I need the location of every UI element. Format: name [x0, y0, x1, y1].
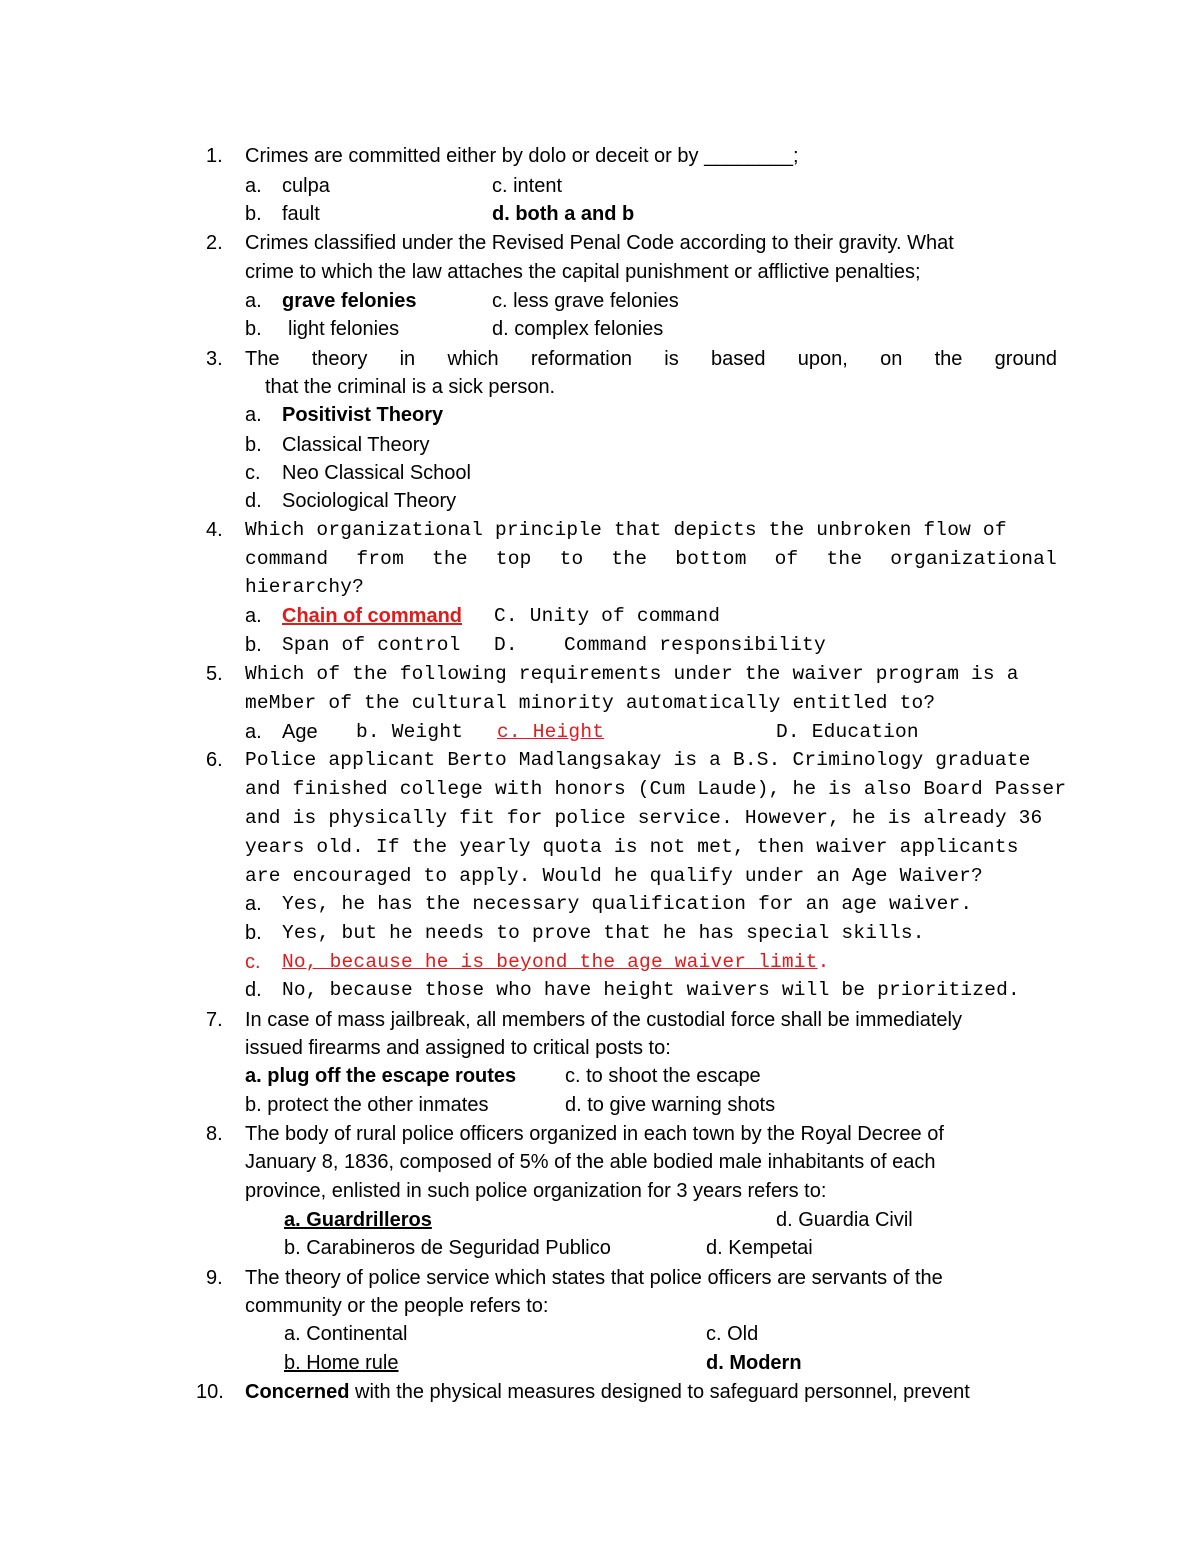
question-number: 5. — [206, 663, 223, 685]
question-stem: issued firearms and assigned to critical posts to: — [245, 1037, 671, 1059]
option-c-answer: c. Height — [497, 721, 605, 743]
option-d: d. Kempetai — [706, 1237, 813, 1259]
option-letter: a. — [245, 404, 262, 426]
question-stem: The body of rural police officers organized in each town by the Royal Decree of — [245, 1123, 944, 1145]
option-letter: a. — [245, 175, 262, 197]
question-stem: command from the top to the bottom of the organizational — [245, 548, 1057, 570]
option-c: c. intent — [492, 175, 563, 197]
option-letter: b. — [245, 318, 262, 340]
option-b: b. Carabineros de Seguridad Publico — [284, 1237, 611, 1259]
option-c: c. to shoot the escape — [565, 1065, 761, 1087]
question-stem: Which organizational principle that depicts the unbroken flow of — [245, 519, 1007, 541]
question-stem: community or the people refers to: — [245, 1295, 549, 1317]
option-a: Yes, he has the necessary qualification for an age waiver. — [282, 893, 973, 915]
question-stem: and finished college with honors (Cum Laude), he is also Board Passer — [245, 778, 1067, 800]
question-stem: hierarchy? — [245, 576, 365, 598]
question-number: 8. — [206, 1123, 223, 1145]
option-letter: a. — [245, 721, 262, 743]
question-stem: years old. If the yearly quota is not met, then waiver applicants — [245, 836, 1019, 858]
question-stem: In case of mass jailbreak, all members of the custodial force shall be immediately — [245, 1009, 962, 1031]
option-letter: b. — [245, 203, 262, 225]
option-d: Sociological Theory — [282, 490, 457, 512]
option-b: b. protect the other inmates — [245, 1094, 489, 1116]
option-a: Age — [282, 721, 318, 743]
question-stem: and is physically fit for police service. However, he is already 36 — [245, 807, 1043, 829]
option-letter: a. — [245, 290, 262, 312]
option-c: c. Old — [706, 1323, 759, 1345]
question-stem: Crimes classified under the Revised Penal Code according to their gravity. What — [245, 232, 954, 254]
question-stem: January 8, 1836, composed of 5% of the able bodied male inhabitants of each — [245, 1151, 936, 1173]
option-b: fault — [282, 203, 320, 225]
option-a: a. Continental — [284, 1323, 408, 1345]
question-number: 6. — [206, 749, 223, 771]
option-d: d. Guardia Civil — [776, 1209, 913, 1231]
option-d: d. complex felonies — [492, 318, 664, 340]
option-b: Span of control — [282, 634, 461, 656]
option-d: D. Education — [776, 721, 919, 743]
option-letter: d. — [245, 979, 262, 1001]
option-c: C. Unity of command — [494, 605, 721, 627]
question-stem: that the criminal is a sick person. — [265, 376, 556, 398]
question-stem: Which of the following requirements under the waiver program is a — [245, 663, 1019, 685]
option-c: c. less grave felonies — [492, 290, 679, 312]
question-stem: Concerned with the physical measures designed to safeguard personnel, prevent — [245, 1381, 970, 1403]
option-b: b. Weight — [356, 721, 464, 743]
option-d: Command responsibility — [564, 634, 826, 656]
option-b: Yes, but he needs to prove that he has special skills. — [282, 922, 925, 944]
option-d: d. to give warning shots — [565, 1094, 776, 1116]
option-d-letter: D. — [494, 634, 518, 656]
question-stem: crime to which the law attaches the capital punishment or afflictive penalties; — [245, 261, 921, 283]
option-d-answer: d. Modern — [706, 1352, 802, 1374]
question-stem: province, enlisted in such police organization for 3 years refers to: — [245, 1180, 827, 1202]
option-d-answer: d. both a and b — [492, 203, 635, 225]
option-letter: b. — [245, 922, 262, 944]
option-letter: b. — [245, 434, 262, 456]
question-number: 2. — [206, 232, 223, 254]
question-number: 7. — [206, 1009, 223, 1031]
question-number: 1. — [206, 145, 223, 167]
option-b: Classical Theory — [282, 434, 430, 456]
question-stem: The theory in which reformation is based upon, on the ground — [245, 348, 1057, 370]
question-number: 10. — [196, 1381, 224, 1403]
option-letter: c. — [245, 951, 261, 973]
question-stem: Police applicant Berto Madlangsakay is a B.S. Criminology graduate — [245, 749, 1031, 771]
option-c: Neo Classical School — [282, 462, 471, 484]
question-number: 3. — [206, 348, 223, 370]
option-c-answer: No, because he is beyond the age waiver limit. — [282, 951, 830, 973]
option-a-answer: grave felonies — [282, 290, 417, 312]
option-b: light felonies — [288, 318, 400, 340]
option-letter: d. — [245, 490, 262, 512]
option-a-answer: Positivist Theory — [282, 404, 444, 426]
question-stem: meMber of the cultural minority automatically entitled to? — [245, 692, 936, 714]
option-letter: a. — [245, 605, 262, 627]
option-a: culpa — [282, 175, 330, 197]
option-d: No, because those who have height waivers will be prioritized. — [282, 979, 1020, 1001]
option-a-answer: a. plug off the escape routes — [245, 1065, 517, 1087]
question-stem: The theory of police service which states that police officers are servants of the — [245, 1267, 943, 1289]
option-a-answer: a. Guardrilleros — [284, 1209, 432, 1231]
question-stem: Crimes are committed either by dolo or deceit or by ________; — [245, 145, 799, 167]
option-letter: c. — [245, 462, 261, 484]
option-letter: b. — [245, 634, 262, 656]
question-number: 9. — [206, 1267, 223, 1289]
question-number: 4. — [206, 519, 223, 541]
option-b-answer: b. Home rule — [284, 1352, 399, 1374]
option-a-answer: Chain of command — [282, 605, 463, 627]
option-letter: a. — [245, 893, 262, 915]
question-stem: are encouraged to apply. Would he qualify under an Age Waiver? — [245, 865, 983, 887]
